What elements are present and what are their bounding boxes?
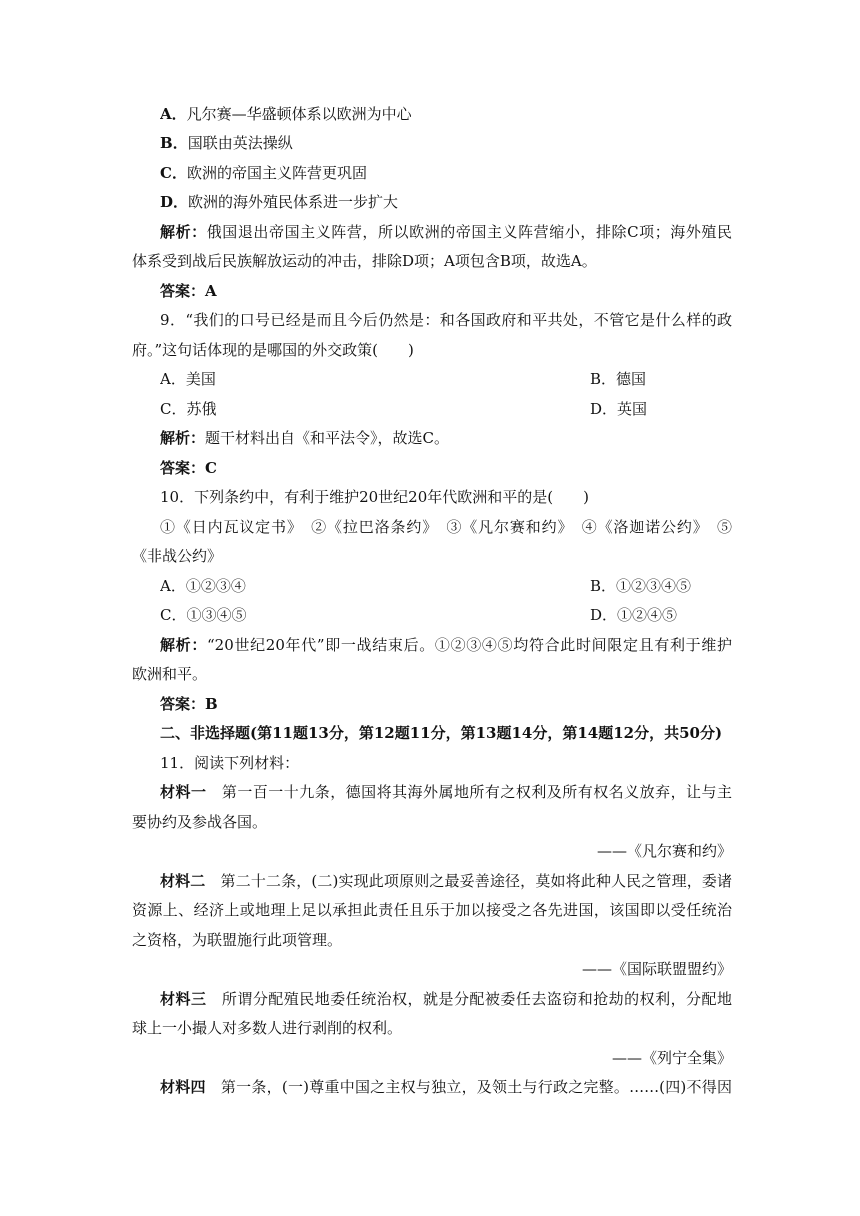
q10-items-line1: ①《日内瓦议定书》 ②《拉巴洛条约》 ③《凡尔赛和约》 ④《洛迦诺公约》 ⑤ <box>160 518 732 536</box>
q9-analysis: 解析：题干材料出自《和平法令》，故选C。 <box>160 429 449 447</box>
q9-options-row2 <box>160 398 732 420</box>
q9-option-a: A．美国 <box>160 370 216 388</box>
material1-source: ——《凡尔赛和约》 <box>596 842 732 860</box>
q8-analysis-line1: 解析：俄国退出帝国主义阵营，所以欧洲的帝国主义阵营缩小，排除C项；海外殖民 <box>160 223 732 241</box>
material2-line1: 材料二 第二十二条，(二)实现此项原则之最妥善途径，莫如将此种人民之管理，委诸 <box>160 872 732 890</box>
q10-analysis-line2: 欧洲和平。 <box>132 665 208 683</box>
material1-line2: 要协约及参战各国。 <box>132 813 268 831</box>
q10-option-d: D．①②④⑤ <box>590 606 678 624</box>
q10-analysis-line1: 解析：“20世纪20年代”即一战结束后。①②③④⑤均符合此时间限定且有利于维护 <box>160 636 732 654</box>
material2-source: ——《国际联盟盟约》 <box>581 960 732 978</box>
q10-stem: 10．下列条约中，有利于维护20世纪20年代欧洲和平的是( ) <box>160 488 589 506</box>
q10-option-c: C．①③④⑤ <box>160 606 247 624</box>
material3-line2: 球上一小撮人对多数人进行剥削的权利。 <box>132 1019 403 1037</box>
q9-option-c: C．苏俄 <box>160 400 217 418</box>
q9-option-b: B．德国 <box>590 370 647 388</box>
material2-line3: 之资格，为联盟施行此项管理。 <box>132 931 343 949</box>
q8-analysis-line2: 体系受到战后民族解放运动的冲击，排除D项；A项包含B项，故选A。 <box>132 252 597 270</box>
q9-options-row1 <box>160 368 732 390</box>
q10-options-row2 <box>160 604 732 626</box>
q8-option-d: D．欧洲的海外殖民体系进一步扩大 <box>160 193 399 211</box>
material3-line1: 材料三 所谓分配殖民地委任统治权，就是分配被委任去盗窃和抢劫的权利，分配地 <box>160 990 732 1008</box>
q8-answer: 答案：A <box>160 282 217 300</box>
q9-stem-line2: 府。”这句话体现的是哪国的外交政策( ) <box>132 341 414 359</box>
q10-option-b: B．①②③④⑤ <box>590 577 692 595</box>
q8-option-a: A．凡尔赛—华盛顿体系以欧洲为中心 <box>160 105 412 123</box>
q10-answer: 答案：B <box>160 695 218 713</box>
q10-options-row1 <box>160 575 732 597</box>
q10-items-line2: 《非战公约》 <box>132 547 223 565</box>
q9-option-d: D．英国 <box>590 400 648 418</box>
q10-option-a: A．①②③④ <box>160 577 246 595</box>
q8-option-c: C．欧洲的帝国主义阵营更巩固 <box>160 164 367 182</box>
section2-heading: 二、非选择题(第11题13分，第12题11分，第13题14分，第14题12分，共50分) <box>160 724 723 742</box>
q9-stem-line1: 9．“我们的口号已经是而且今后仍然是：和各国政府和平共处，不管它是什么样的政 <box>160 311 732 329</box>
q8-option-b: B．国联由英法操纵 <box>160 134 293 152</box>
q9-answer: 答案：C <box>160 459 217 477</box>
material4-line1: 材料四 第一条，(一)尊重中国之主权与独立，及领土与行政之完整。……(四)不得因 <box>160 1078 732 1096</box>
material1-line1: 材料一 第一百一十九条，德国将其海外属地所有之权利及所有权名义放弃，让与主 <box>160 783 732 801</box>
material3-source: ——《列宁全集》 <box>611 1049 732 1067</box>
material2-line2: 资源上、经济上或地理上足以承担此责任且乐于加以接受之各先进国，该国即以受任统治 <box>132 901 732 919</box>
q11-intro: 11．阅读下列材料： <box>160 754 300 772</box>
